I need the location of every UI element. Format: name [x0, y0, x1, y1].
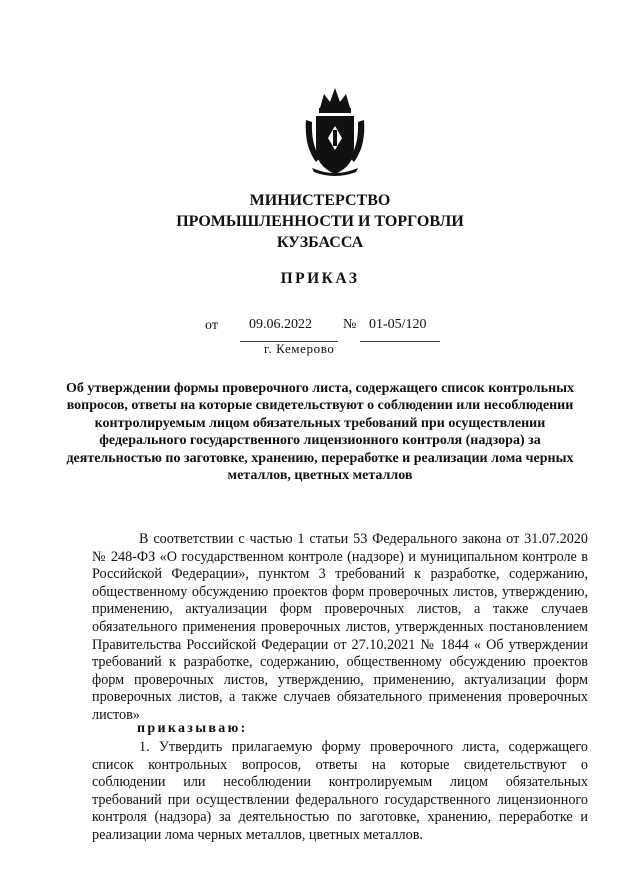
preamble-paragraph: В соответствии с частью 1 статьи 53 Федерального закона от 31.07.2020 № 248-ФЗ «О государственном контроле (надзоре) и муниципальном контроле в Российской Федерации», пунктом 3 требований к разработке, содержанию, общественному обсуждению проектов форм проверочных листов, утверждению, применению, актуализации форм проверочных листов, а также случаев обязательного применения проверочных листов, утвержденных постановлением Правительства Российской Федерации от 27.10.2021 № 1844 « Об утверждении требований к разработке, содержанию, общественному обсуждению проектов форм проверочных листов, утверждению, применению, актуализации форм проверочных листов, а также случаев обязательного применения проверочных листов»: [92, 531, 588, 723]
date-prefix: от: [205, 318, 218, 333]
number-underline: [360, 341, 440, 342]
ministry-name-line-3: КУЗБАССА: [276, 234, 364, 251]
ministry-name-line-2: ПРОМЫШЛЕННОСТИ И ТОРГОВЛИ: [176, 213, 464, 230]
order-word: приказываю:: [137, 721, 248, 736]
order-number: 01-05/120: [369, 317, 427, 332]
kuzbass-coat-of-arms-icon: [302, 86, 368, 178]
number-sign: №: [343, 317, 357, 332]
order-title: Об утверждении формы проверочного листа, содержащего список контрольных вопросов, ответы на которые свидетельствуют о соблюдении или несоблюдении контролируемым лицом обязательных требований при осуществлении федерального государственного лицензионного контроля (надзора) за деятельностью по заготовке, хранению, переработке и реализации лома черных металлов, цветных металлов: [65, 381, 575, 484]
document-type: ПРИКАЗ: [280, 270, 360, 287]
order-date: 09.06.2022: [249, 317, 312, 332]
ministry-name-line-1: МИНИСТЕРСТВО: [249, 192, 391, 209]
order-item-1: 1. Утвердить прилагаемую форму проверочного листа, содержащего список контрольных вопросов, ответы на которые свидетельствуют о соблюдении или несоблюдении контролируемым лицом обязательных требований при осуществлении федерального государственного лицензионного контроля (надзора) за деятельностью по заготовке, хранению, переработке и реализации лома черных металлов, цветных металлов.: [92, 739, 588, 843]
city: г. Кемерово: [264, 341, 335, 356]
